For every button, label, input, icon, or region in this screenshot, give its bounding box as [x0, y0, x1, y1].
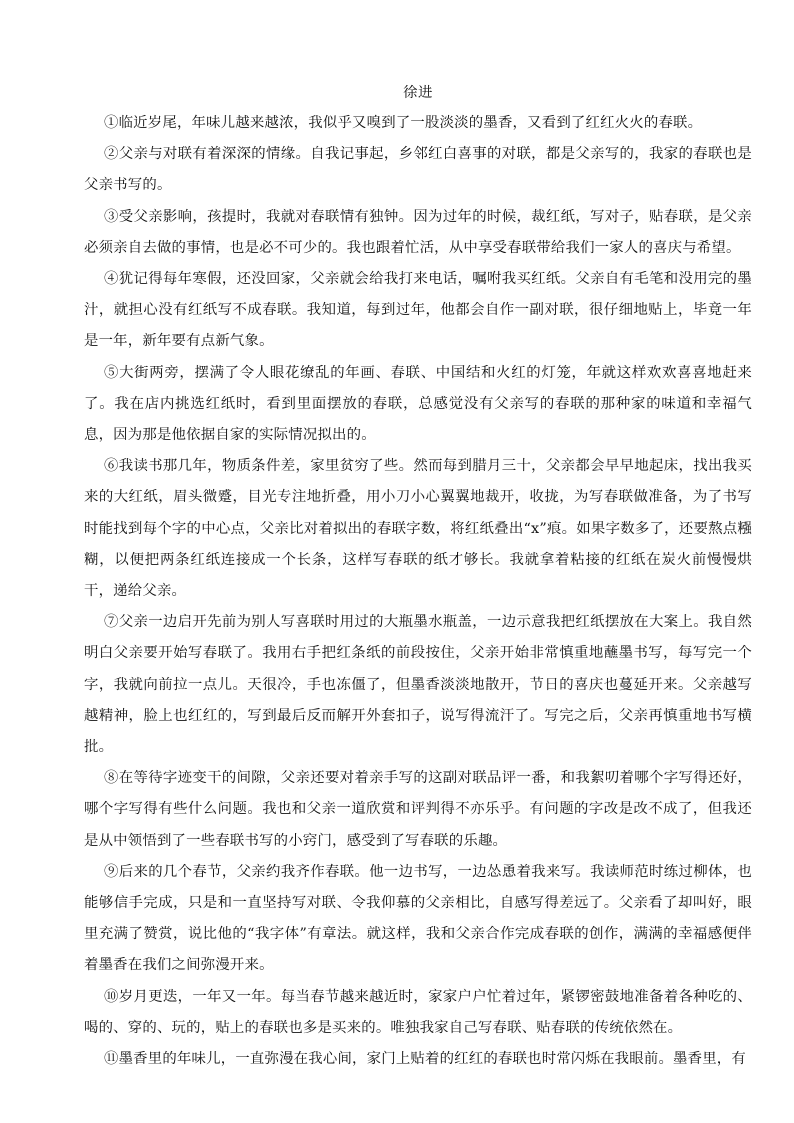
paragraph-number: ⑨: [104, 863, 119, 880]
paragraph-text: 大街两旁，摆满了令人眼花缭乱的年画、春联、中国结和火红的灯笼，年就这样欢欢喜喜地赶来了。我在店内挑选红纸时，看到里面摆放的春联，总感觉没有父亲写的春联的那种家的味道和幸福气息，因为那是他依据自家的实际情况拟出的。: [84, 364, 753, 444]
paragraph-5: [84, 358, 752, 452]
author-name: 徐进: [403, 85, 433, 101]
paragraph-number: ⑪: [104, 1051, 119, 1068]
paragraph-8: [84, 763, 752, 857]
paragraph-text: 后来的几个春节，父亲约我齐作春联。他一边书写，一边怂恿着我来写。我读师范时练过柳体，也能够信手完成，只是和一直坚持写对联、令我仰慕的父亲相比，自感写得差远了。父亲看了却叫好，眼里充满了赞赏，说比他的“我字体”有章法。就这样，我和父亲合作完成春联的创作，满满的幸福感便伴着墨香在我们之间弥漫开来。: [84, 863, 752, 974]
paragraph-number: ③: [104, 208, 119, 225]
paragraph-number: ⑧: [104, 770, 119, 787]
paragraph-number: ④: [104, 271, 119, 288]
paragraph-7: [84, 607, 752, 763]
paragraph-number: ⑥: [104, 458, 119, 475]
paragraph-number: ⑦: [104, 614, 119, 631]
paragraph-10: [84, 982, 752, 1044]
article: [84, 80, 752, 1075]
paragraph-text: 犹记得每年寒假，还没回家，父亲就会给我打来电话，嘱咐我买红纸。父亲自有毛笔和没用完的墨汁，就担心没有红纸写不成春联。我知道，每到过年，他都会自作一副对联，很仔细地贴上，毕竟一年是一年，新年要有点新气象。: [84, 271, 752, 350]
paragraph-text: 临近岁尾，年味儿越来越浓，我似乎又嗅到了一股淡淡的墨香，又看到了红红火火的春联。: [118, 115, 703, 131]
paragraph-text: 岁月更迭，一年又一年。每当春节越来越近时，家家户户忙着过年，紧锣密鼓地准备着各种吃的、喝的、穿的、玩的，贴上的春联也多是买来的。唯独我家自己写春联、贴春联的传统依然在。: [84, 988, 752, 1036]
paragraph-text: 父亲一边启开先前为别人写喜联时用过的大瓶墨水瓶盖，一边示意我把红纸摆放在大案上。我自然明白父亲要开始写春联了。我用右手把红条纸的前段按住，父亲开始非常慎重地蘸墨书写，每写完一个字，我就向前拉一点儿。天很冷，手也冻僵了，但墨香淡淡地散开，节日的喜庆也蔓延开来。父亲越写越精神，脸上也红红的，写到最后反而解开外套扣子，说写得流汗了。写完之后，父亲再慎重地书写横批。: [84, 614, 752, 756]
paragraph-text: 墨香里的年味儿，一直弥漫在我心间，家门上贴着的红红的春联也时常闪烁在我眼前。墨香里，有: [118, 1051, 746, 1068]
paragraph-text: 在等待字迹变干的间隙，父亲还要对着亲手写的这副对联品评一番，和我絮叨着哪个字写得还好，哪个字写得有些什么问题。我也和父亲一道欣赏和评判得不亦乐乎。有问题的字改是改不成了，但我还是从中领悟到了一些春联书写的小窍门，感受到了写春联的乐趣。: [84, 770, 752, 849]
paragraph-4: [84, 264, 752, 358]
paragraph-3: [84, 202, 752, 264]
paragraph-2: [84, 139, 752, 201]
paragraph-6: [84, 451, 752, 607]
paragraph-11: [84, 1044, 752, 1075]
paragraph-text: 受父亲影响，孩提时，我就对春联情有独钟。因为过年的时候，裁红纸，写对子，贴春联，是父亲必须亲自去做的事情，也是必不可少的。我也跟着忙活，从中享受春联带给我们一家人的喜庆与希望。: [84, 208, 752, 256]
paragraph-number: ⑩: [104, 988, 119, 1005]
paragraph-text: 父亲与对联有着深深的情缘。自我记事起，乡邻红白喜事的对联，都是父亲写的，我家的春联也是父亲书写的。: [84, 146, 752, 194]
paragraph-9: [84, 857, 752, 982]
paragraph-number: ⑤: [104, 364, 120, 381]
paragraph-1: [84, 108, 752, 139]
paragraph-number: ①: [104, 115, 119, 131]
paragraph-number: ②: [104, 146, 119, 163]
paragraph-text: 我读书那几年，物质条件差，家里贫穷了些。然而每到腊月三十，父亲都会早早地起床，找出我买来的大红纸，眉头微蹙，目光专注地折叠，用小刀小心翼翼地裁开，收拢，为写春联做准备，为了书写时能找到每个字的中心点，父亲比对着拟出的春联字数，将红纸叠出“x”痕。如果字数多了，还要熬点糨糊，以便把两条红纸连接成一个长条，这样写春联的纸才够长。我就拿着粘接的红纸在炭火前慢慢烘干，递给父亲。: [84, 458, 752, 600]
